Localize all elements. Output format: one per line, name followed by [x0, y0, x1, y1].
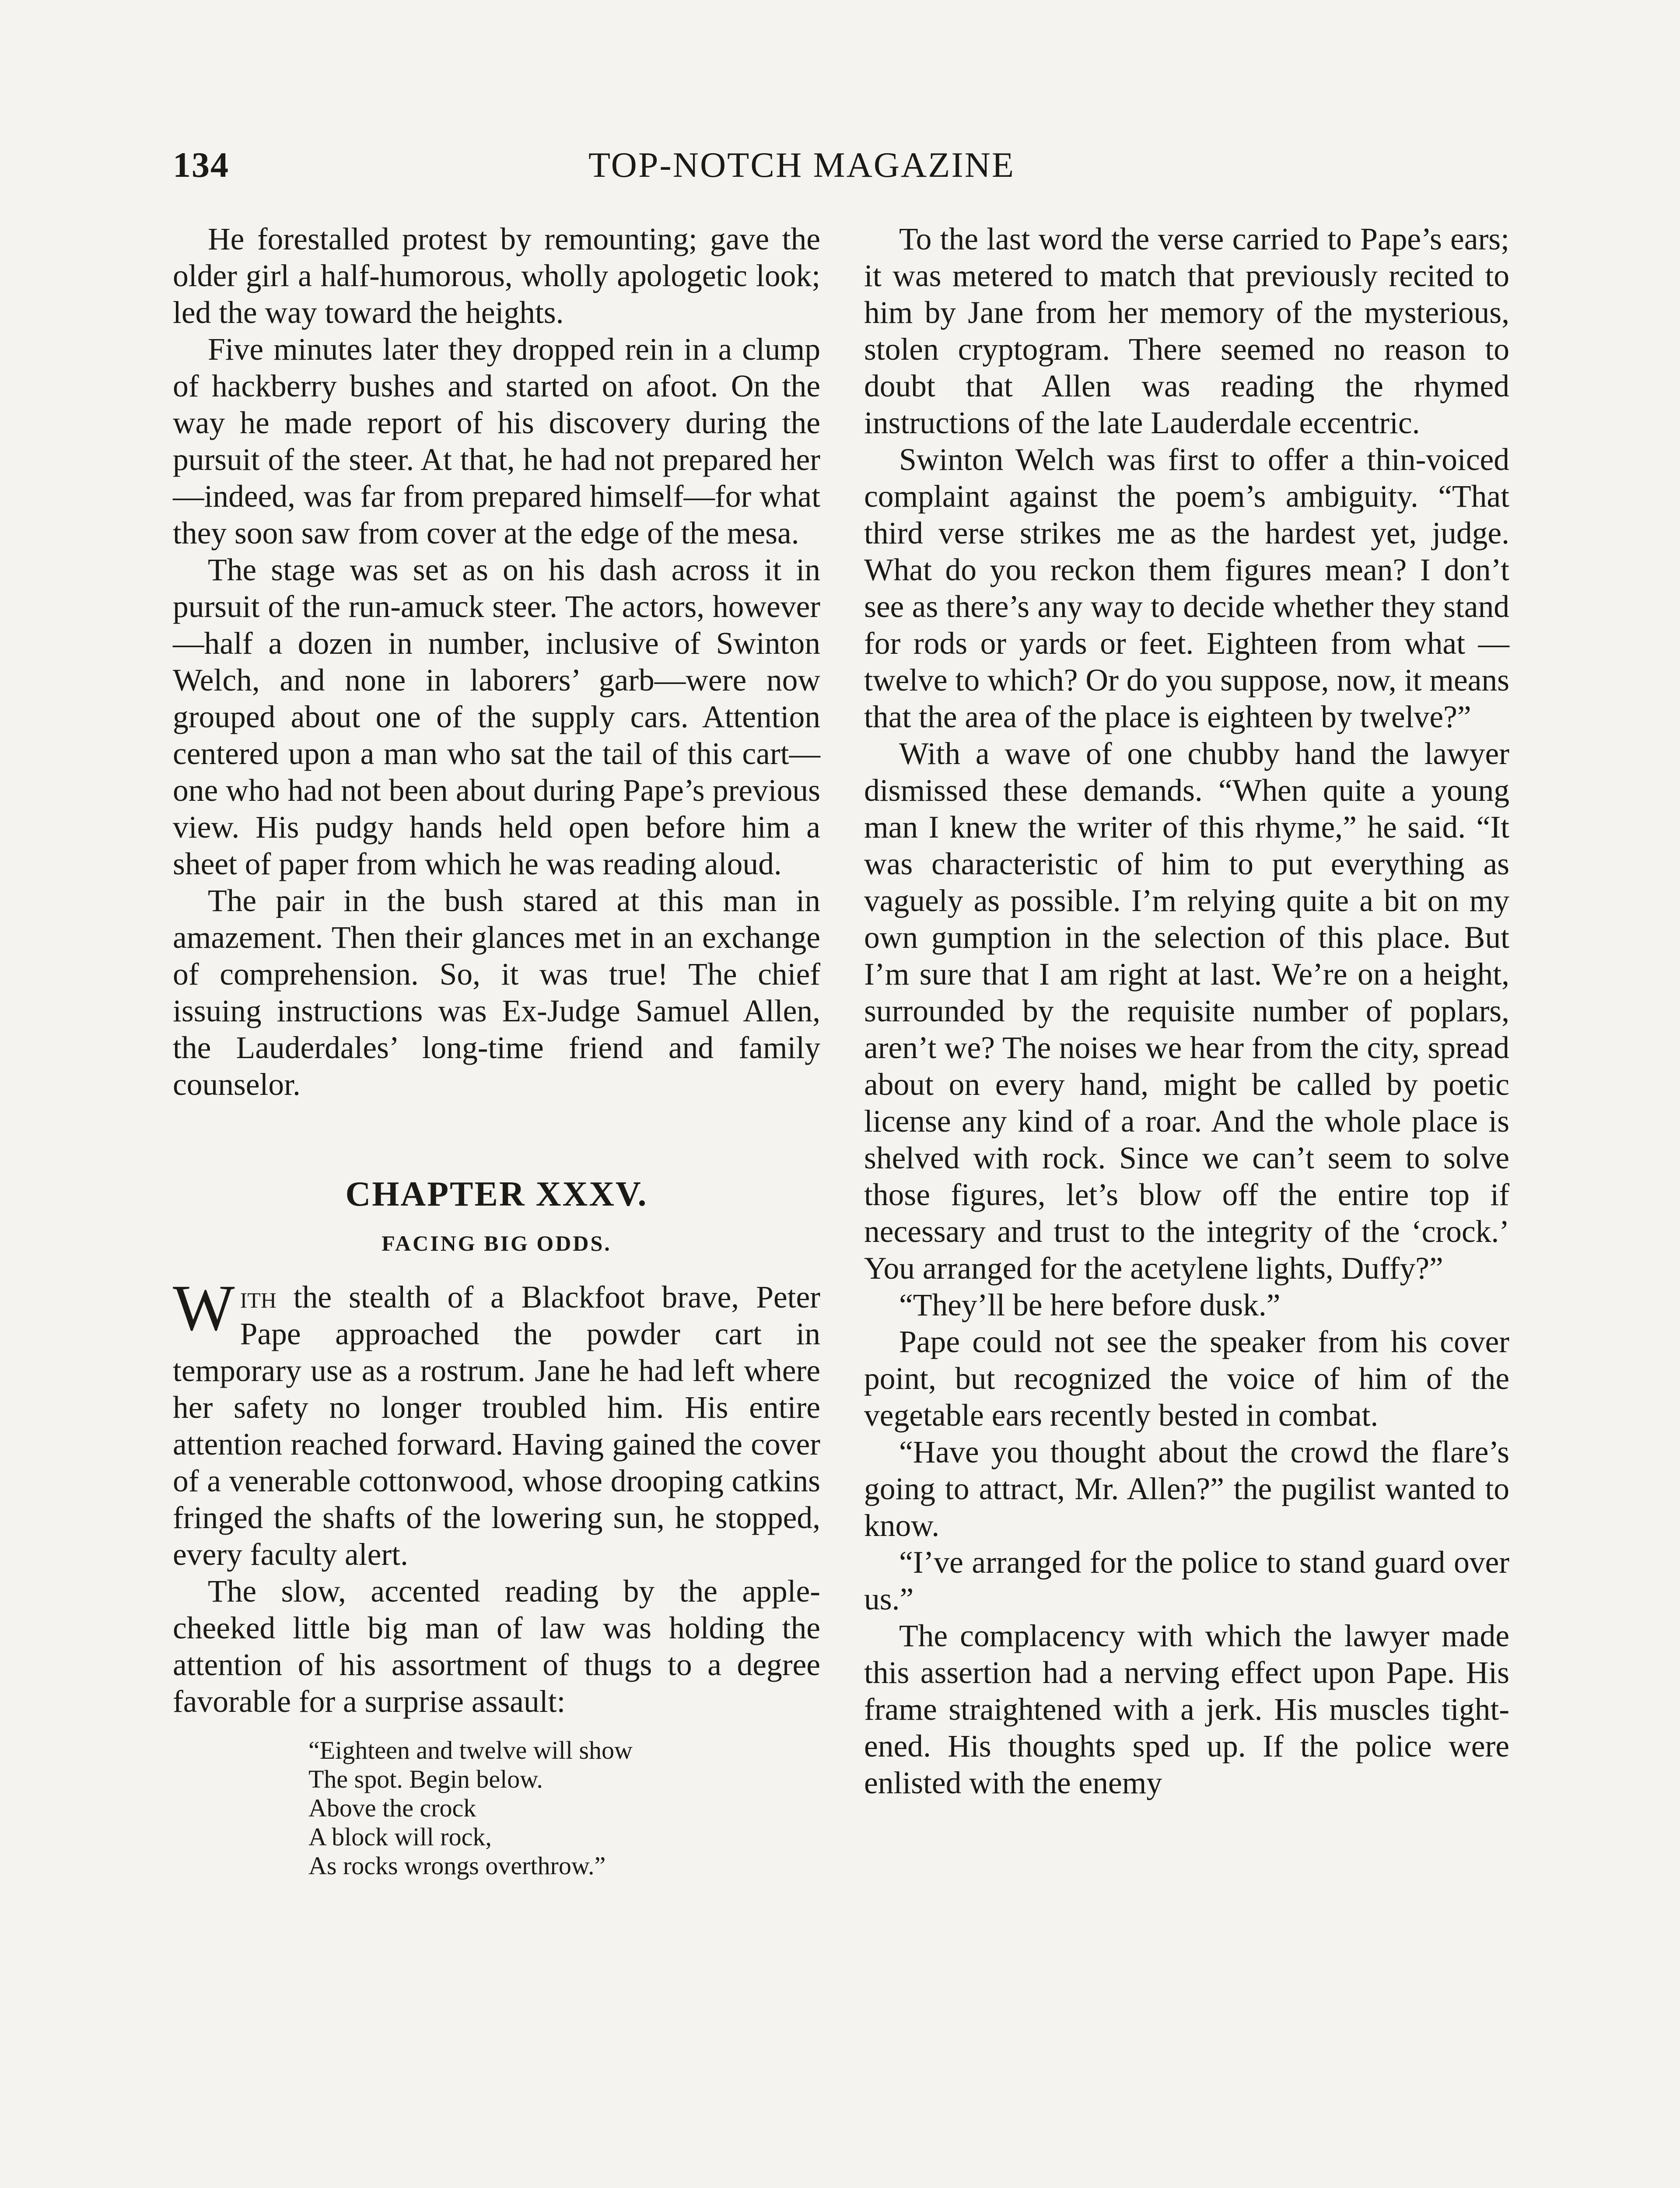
paragraph: To the last word the verse carried to Pape’s ears; it was metered to match that previously recited to him by Jane from her memory of the mysterious, stolen cryptogram. There seemed no reason to doubt that Allen was reading the rhymed instructions of the late Lauderdale eccentric. [864, 222, 1509, 440]
chapter-heading [173, 1173, 820, 1262]
poem-block [308, 1736, 820, 1880]
drop-cap-continuation: ith [240, 1280, 276, 1315]
poem-line: As rocks wrongs overthrow.” [308, 1851, 606, 1880]
chapter-opening-text: the stealth of a Blackfoot brave, Peter Pape approached the powder cart in temporary use as a rostrum. Jane he had left where her safety no longer troubled him. His entire attention reached forward. Having gained the cover of a venerable cottonwood, whose drooping catkins fringed the shafts of the lowering sun, he stopped, every faculty alert. [173, 1280, 820, 1572]
page-header [173, 144, 1512, 193]
right-column [864, 221, 1509, 1802]
paragraph: Five minutes later they dropped rein in a clump of hackberry bushes and started on afoot. On the way he made report of his discovery during the pursuit of the steer. At that, he had not prepared her—indeed, was far from prepared himself—for what they soon saw from cover at the edge of the mesa. [173, 332, 820, 551]
paragraph: Swinton Welch was first to offer a thin-voiced complaint against the poem’s ambiguity. “That third verse strikes me as the hardest yet, judge. What do you reckon them figures mean? I don’t see as there’s any way to decide whether they stand for rods or yards or feet. Eighteen from what —twelve to which? Or do you suppose, now, it means that the area of the place is eighteen by twelve?” [864, 442, 1509, 734]
running-title: TOP-NOTCH MAGAZINE [588, 145, 1015, 185]
paragraph: The pair in the bush stared at this man in amazement. Then their glances met in an exchange of comprehension. So, it was true! The chief issuing instructions was Ex-Judge Samuel Allen, the Lauderdales’ long-time friend and family counselor. [173, 884, 820, 1102]
poem-line: A block will rock, [308, 1823, 492, 1851]
paragraph: The slow, accented reading by the apple-cheeked little big man of law was holding the attention of his assortment of thugs to a degree favorable for a surprise assault: [173, 1574, 820, 1719]
chapter-title: CHAPTER XXXV. [345, 1175, 648, 1213]
paragraph: With a wave of one chubby hand the lawyer dismissed these demands. “When quite a young man I knew the writer of this rhyme,” he said. “It was characteristic of him to put everything as vaguely as possible. I’m relying quite a bit on my own gumption in the selection of this place. But I’m sure that I am right at last. We’re on a height, surrounded by the requisite number of poplars, aren’t we? The noises we hear from the city, spread about on every hand, might be called by poetic license any kind of a roar. And the whole place is shelved with rock. Since we can’t seem to solve those figures, let’s blow off the entire top if necessary and trust to the integrity of the ‘crock.’ You arranged for the acetylene lights, Duffy?” [864, 736, 1509, 1286]
paragraph: The complacency with which the lawyer made this assertion had a nerving effect upon Pape. His frame straightened with a jerk. His muscles tightened. His thoughts sped up. If the police were enlisted with the enemy [864, 1619, 1509, 1800]
paragraph: “They’ll be here before dusk.” [899, 1288, 1281, 1322]
left-column [173, 221, 820, 1880]
paragraph: “I’ve arranged for the police to stand guard over us.” [864, 1545, 1509, 1616]
chapter-opening-paragraph [173, 1272, 820, 1573]
poem-line: Above the crock [308, 1794, 476, 1822]
paragraph: “Have you thought about the crowd the flare’s going to attract, Mr. Allen?” the pugilist wanted to know. [864, 1435, 1509, 1543]
page-number: 134 [173, 145, 229, 185]
chapter-subtitle: FACING BIG ODDS. [382, 1231, 612, 1255]
poem-line: The spot. Begin below. [308, 1765, 543, 1793]
drop-cap: W [173, 1272, 235, 1344]
paragraph: The stage was set as on his dash across it in pursuit of the run-amuck steer. The actors, however—half a dozen in number, inclusive of Swinton Welch, and none in laborers’ garb—were now grouped about one of the supply cars. Attention centered upon a man who sat the tail of this cart—one who had not been about during Pape’s previous view. His pudgy hands held open before him a sheet of paper from which he was reading aloud. [173, 553, 820, 881]
paragraph: He forestalled protest by remounting; gave the older girl a half-humorous, wholly apologetic look; led the way toward the heights. [173, 222, 820, 330]
poem-line: “Eighteen and twelve will show [308, 1736, 633, 1764]
paragraph: Pape could not see the speaker from his cover point, but recognized the voice of him of the vegetable ears recently bested in combat. [864, 1325, 1509, 1433]
